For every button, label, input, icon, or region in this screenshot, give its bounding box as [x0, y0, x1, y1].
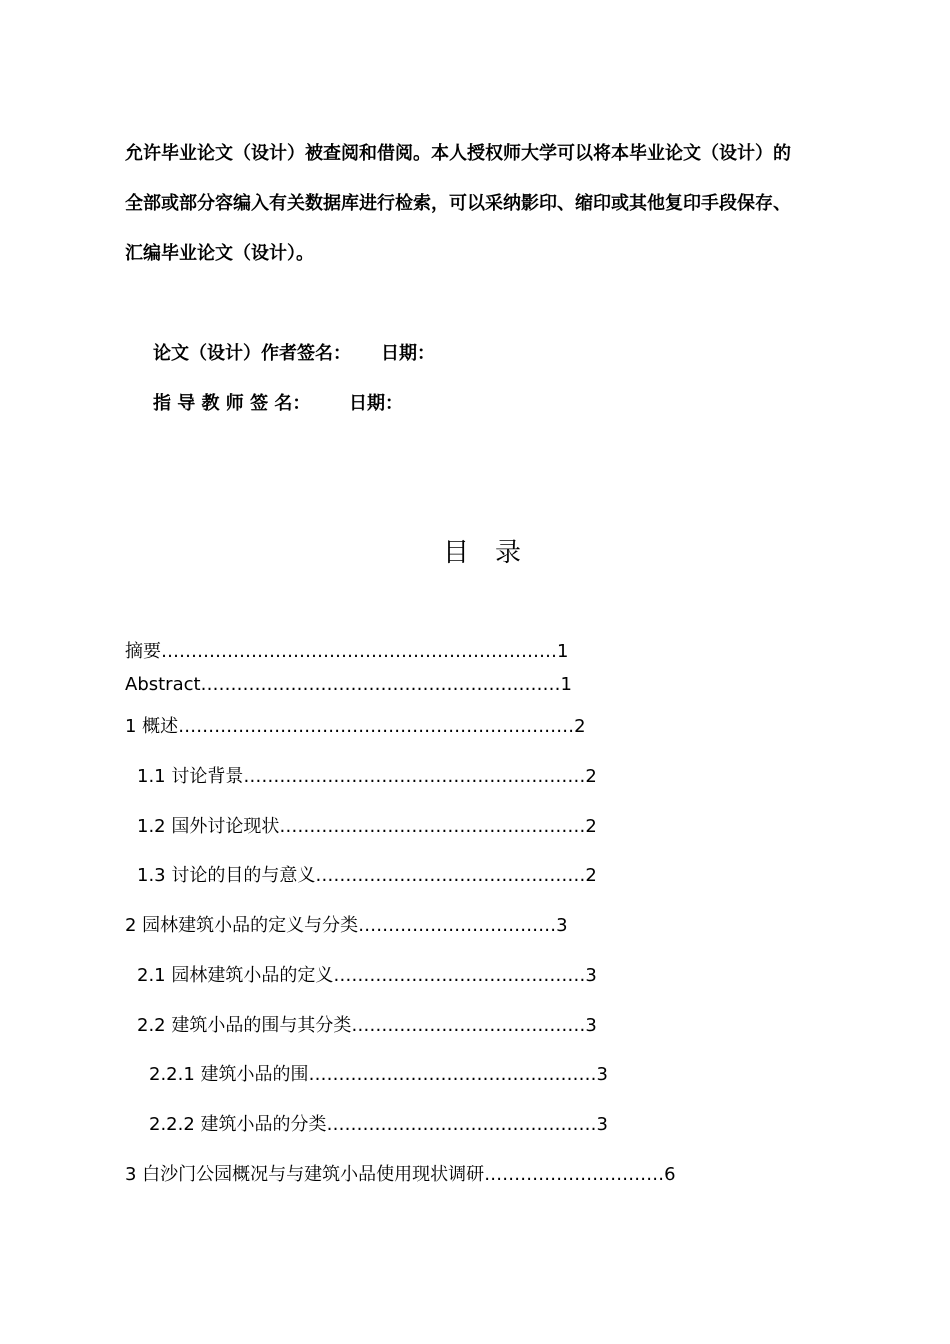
toc-entry-2[interactable]: 2 园林建筑小品的定义与分类……………………………3	[125, 915, 568, 936]
statement-line-2: 全部或部分容编入有关数据库进行检索，可以采纳影印、缩印或其他复印手段保存、	[125, 193, 791, 214]
toc-entry-abstract-cn[interactable]: 摘要…………………………………………………………1	[125, 641, 569, 662]
toc-title-char-1: 目	[442, 538, 469, 568]
toc-entry-1-2[interactable]: 1.2 国外讨论现状……………………………………………2	[137, 816, 597, 837]
toc-entry-2-2-2[interactable]: 2.2.2 建筑小品的分类………………………………………3	[149, 1114, 608, 1135]
toc-entry-2-2-1[interactable]: 2.2.1 建筑小品的围…………………………………………3	[149, 1064, 608, 1085]
author-date-label: 日期：	[381, 343, 435, 364]
statement-line-3: 汇编毕业论文（设计）。	[125, 243, 314, 264]
advisor-signature-row	[153, 389, 403, 415]
advisor-date-label: 日期：	[349, 393, 403, 414]
toc-entry-3[interactable]: 3 白沙门公园概况与与建筑小品使用现状调研…………………………6	[125, 1164, 676, 1185]
toc-entry-2-1[interactable]: 2.1 园林建筑小品的定义……………………………………3	[137, 965, 597, 986]
toc-title-char-2: 录	[495, 538, 522, 568]
toc-entry-2-2[interactable]: 2.2 建筑小品的围与其分类…………………………………3	[137, 1015, 597, 1036]
toc-title	[0, 532, 950, 569]
advisor-signature-label: 指 导 教 师 签 名：	[153, 393, 311, 414]
toc-entry-1[interactable]: 1 概述…………………………………………………………2	[125, 716, 586, 737]
author-signature-row	[153, 339, 435, 365]
toc-entry-1-3[interactable]: 1.3 讨论的目的与意义………………………………………2	[137, 865, 597, 886]
author-signature-label: 论文（设计）作者签名：	[153, 343, 351, 364]
statement-line-1: 允许毕业论文（设计）被查阅和借阅。本人授权师大学可以将本毕业论文（设计）的	[125, 143, 791, 164]
toc-entry-abstract-en[interactable]: Abstract……………………………………………………1	[125, 674, 573, 695]
toc-entry-1-1[interactable]: 1.1 讨论背景…………………………………………………2	[137, 766, 597, 787]
